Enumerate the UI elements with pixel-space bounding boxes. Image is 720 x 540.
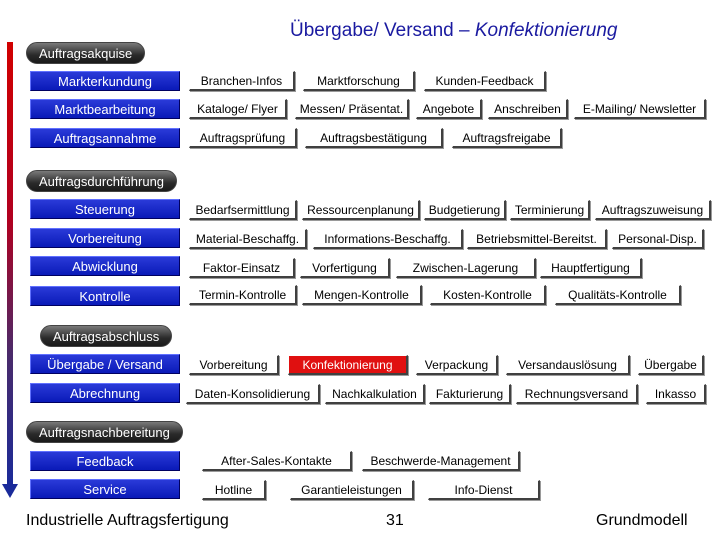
box-material-beschaffg: Material-Beschaffg. [189,229,307,249]
category-uebergabe-versand: Übergabe / Versand [30,354,180,374]
footer-section: Grundmodell [596,512,688,529]
box-vorbereitung: Vorbereitung [189,355,279,375]
box-inkasso: Inkasso [646,384,706,404]
process-arrow-shaft [7,42,13,488]
box-informations-beschaffg: Informations-Beschaffg. [313,229,463,249]
category-abrechnung: Abrechnung [30,383,180,403]
box-mengen-kontrolle: Mengen-Kontrolle [302,285,422,305]
box-nachkalkulation: Nachkalkulation [325,384,425,404]
category-service: Service [30,479,180,499]
box-zwischen-lagerung: Zwischen-Lagerung [396,258,536,278]
box-kosten-kontrolle: Kosten-Kontrolle [430,285,546,305]
box-kunden-feedback: Kunden-Feedback [424,71,546,91]
box-hauptfertigung: Hauptfertigung [540,258,642,278]
box-rechnungsversand: Rechnungsversand [516,384,638,404]
box-e-mailing-newsletter: E-Mailing/ Newsletter [574,99,706,119]
box-budgetierung: Budgetierung [424,200,506,220]
footer-course-title: Industrielle Auftragsfertigung [26,512,229,529]
box-marktforschung: Marktforschung [303,71,415,91]
phase-auftragsdurchfuehrung: Auftragsdurchführung [26,170,177,192]
category-markterkundung: Markterkundung [30,71,180,91]
box-daten-konsolidierung: Daten-Konsolidierung [186,384,320,404]
box-hotline: Hotline [202,480,266,500]
box-auftragsbestaetigung: Auftragsbestätigung [305,128,443,148]
box-verpackung: Verpackung [416,355,498,375]
box-versandausloesung: Versandauslösung [506,355,630,375]
category-abwicklung: Abwicklung [30,256,180,276]
box-anschreiben: Anschreiben [488,99,568,119]
box-auftragspruefung: Auftragsprüfung [189,128,297,148]
box-info-dienst: Info-Dienst [428,480,540,500]
box-angebote: Angebote [416,99,482,119]
box-personal-disp: Personal-Disp. [612,229,704,249]
box-uebergabe: Übergabe [638,355,704,375]
box-ressourcenplanung: Ressourcenplanung [302,200,420,220]
category-vorbereitung: Vorbereitung [30,228,180,248]
category-kontrolle: Kontrolle [30,286,180,306]
box-vorfertigung: Vorfertigung [300,258,390,278]
category-feedback: Feedback [30,451,180,471]
box-betriebsmittel-bereitst: Betriebsmittel-Bereitst. [467,229,607,249]
box-garantieleistungen: Garantieleistungen [290,480,414,500]
page-title: Übergabe/ Versand – Konfektionierung [290,20,618,41]
box-auftragszuweisung: Auftragszuweisung [595,200,711,220]
box-termin-kontrolle: Termin-Kontrolle [189,285,297,305]
category-steuerung: Steuerung [30,199,180,219]
box-terminierung: Terminierung [510,200,590,220]
phase-auftragsabschluss: Auftragsabschluss [40,325,172,347]
box-faktor-einsatz: Faktor-Einsatz [189,258,295,278]
box-branchen-infos: Branchen-Infos [189,71,295,91]
phase-auftragsakquise: Auftragsakquise [26,42,145,64]
box-auftragsfreigabe: Auftragsfreigabe [452,128,562,148]
page-number: 31 [386,512,404,529]
box-beschwerde-management: Beschwerde-Management [362,451,520,471]
box-after-sales-kontakte: After-Sales-Kontakte [202,451,352,471]
category-marktbearbeitung: Marktbearbeitung [30,99,180,119]
box-bedarfsermittlung: Bedarfsermittlung [189,200,297,220]
box-kataloge-flyer: Kataloge/ Flyer [189,99,287,119]
arrow-down-icon [2,484,18,498]
box-messen-praesentat: Messen/ Präsentat. [295,99,409,119]
box-qualitaets-kontrolle: Qualitäts-Kontrolle [555,285,681,305]
category-auftragsannahme: Auftragsannahme [30,128,180,148]
box-fakturierung: Fakturierung [429,384,511,404]
phase-auftragsnachbereitung: Auftragsnachbereitung [26,421,183,443]
box-konfektionierung-highlighted: Konfektionierung [288,355,408,375]
